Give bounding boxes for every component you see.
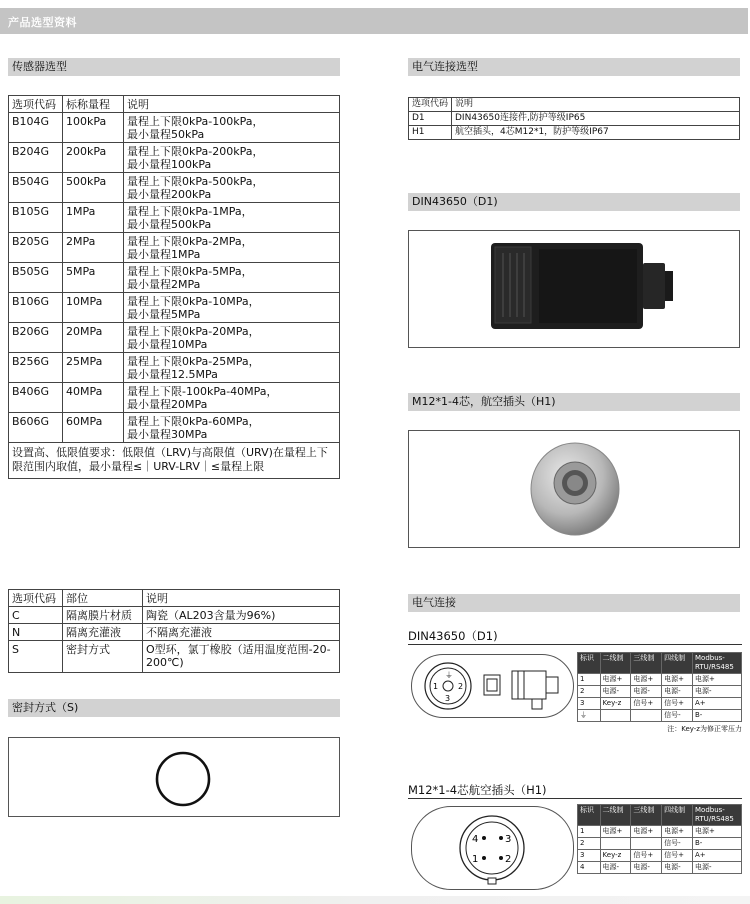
cell-part: 隔离膜片材质 [63, 607, 143, 624]
wiring-cell: 4 [578, 862, 601, 874]
desc-line: 量程上下限0kPa-500kPa， [127, 175, 264, 188]
desc-line: 最小量程10MPa [127, 338, 208, 351]
m12-connector-figure [408, 430, 740, 548]
cell-desc [124, 113, 340, 143]
column-header: Modbus-RTU/RS485 [693, 805, 742, 826]
column-header: 说明 [124, 96, 340, 113]
cell-desc [124, 173, 340, 203]
wiring-cell: 电源+ [662, 826, 693, 838]
electrical-select-title: 电气连接选型 [408, 58, 740, 76]
column-header: 三线制 [631, 653, 662, 674]
wiring-cell: B- [693, 710, 742, 722]
desc-line: 量程上下限0kPa-10MPa， [127, 295, 260, 308]
m12-wiring-table [577, 804, 742, 874]
wiring-cell: 1 [578, 674, 601, 686]
desc-line: 最小量程2MPa [127, 278, 201, 291]
desc-line: 量程上下限0kPa-2MPa， [127, 235, 253, 248]
wiring-cell: 信号+ [631, 850, 662, 862]
cell-part: 密封方式 [63, 641, 143, 673]
desc-line: 量程上下限0kPa-1MPa， [127, 205, 253, 218]
o-ring-icon [9, 738, 339, 816]
column-header: 二线制 [600, 805, 631, 826]
m12-pin-diagram [411, 806, 574, 890]
desc-line: 最小量程200kPa [127, 188, 212, 201]
cell-range: 25MPa [63, 353, 124, 383]
cell-range: 60MPa [63, 413, 124, 443]
cell-code: B206G [9, 323, 63, 353]
cell-part: 隔离充灌液 [63, 624, 143, 641]
cell-range: 100kPa [63, 113, 124, 143]
column-header: 标识 [578, 653, 601, 674]
sensor-section-title: 传感器选型 [8, 58, 340, 76]
cell-range: 40MPa [63, 383, 124, 413]
table-row [409, 126, 740, 140]
wiring-cell: Key-z [600, 850, 631, 862]
table-row [578, 826, 742, 838]
wiring-cell: 2 [578, 686, 601, 698]
wiring-cell: 电源+ [600, 674, 631, 686]
wiring-cell: 3 [578, 698, 601, 710]
column-header: 选项代码 [9, 590, 63, 607]
table-row [9, 113, 340, 143]
cell-range: 1MPa [63, 203, 124, 233]
desc-line: 量程上下限0kPa-60MPa， [127, 415, 260, 428]
desc-line: 最小量程5MPa [127, 308, 201, 321]
wiring-cell: 信号+ [631, 698, 662, 710]
din-photo-title: DIN43650（D1) [408, 193, 740, 211]
table-row [9, 263, 340, 293]
wiring-cell: 电源- [662, 862, 693, 874]
wiring-cell [600, 710, 631, 722]
pin-label: 1 [472, 854, 479, 865]
wiring-cell: A+ [693, 698, 742, 710]
table-row [9, 293, 340, 323]
cell-code: B205G [9, 233, 63, 263]
wiring-cell: ⏚ [578, 710, 601, 722]
wiring-cell: 电源- [662, 686, 693, 698]
sensor-note-row [9, 443, 340, 479]
pin-label: 4 [472, 834, 479, 845]
column-header: 说明 [452, 98, 740, 112]
cell-desc [124, 263, 340, 293]
cell-desc [124, 413, 340, 443]
table-header-row [578, 805, 742, 826]
cell-code: C [9, 607, 63, 624]
cell-desc: 陶瓷（AL203含量为96%) [143, 607, 340, 624]
desc-line: 量程上下限0kPa-100kPa， [127, 115, 264, 128]
desc-line: 最小量程100kPa [127, 158, 212, 171]
column-header: 标称量程 [63, 96, 124, 113]
cell-code: B104G [9, 113, 63, 143]
column-header: Modbus-RTU/RS485 [693, 653, 742, 674]
cell-code: B256G [9, 353, 63, 383]
pin-label: 3 [445, 694, 451, 703]
table-row [9, 353, 340, 383]
cell-desc [124, 143, 340, 173]
footer-bar [0, 896, 750, 904]
table-row [578, 862, 742, 874]
wiring-cell: 电源+ [693, 674, 742, 686]
cell-desc: 航空插头，4芯M12*1，防护等级IP67 [452, 126, 740, 140]
seal-figure [8, 737, 340, 817]
seal-section-title: 密封方式（S) [8, 699, 340, 717]
wiring-cell: 信号- [662, 838, 693, 850]
wiring-cell: 电源+ [631, 826, 662, 838]
table-row [9, 383, 340, 413]
cell-desc [124, 353, 340, 383]
cell-code: B606G [9, 413, 63, 443]
cell-desc: 不隔离充灌液 [143, 624, 340, 641]
column-header: 二线制 [600, 653, 631, 674]
desc-line: 量程上下限0kPa-20MPa， [127, 325, 260, 338]
cell-code: B105G [9, 203, 63, 233]
desc-line: 最小量程50kPa [127, 128, 205, 141]
table-row [9, 413, 340, 443]
desc-line: 量程上下限-100kPa-40MPa， [127, 385, 278, 398]
wiring-cell: B- [693, 838, 742, 850]
column-header: 四线制 [662, 805, 693, 826]
cell-range: 5MPa [63, 263, 124, 293]
din-wiring-title: DIN43650（D1) [408, 629, 498, 643]
column-header: 选项代码 [409, 98, 452, 112]
column-header: 标识 [578, 805, 601, 826]
wiring-cell: A+ [693, 850, 742, 862]
desc-line: 最小量程20MPa [127, 398, 208, 411]
column-header: 四线制 [662, 653, 693, 674]
cell-desc [124, 383, 340, 413]
wiring-cell: 电源+ [693, 826, 742, 838]
cell-desc [124, 293, 340, 323]
table-header-row [9, 590, 340, 607]
wiring-cell [600, 838, 631, 850]
sensor-note: 设置高、低限值要求：低限值（LRV)与高限值（URV)在量程上下限范围内取值，最小量程≤｜URV-LRV｜≤量程上限 [9, 443, 340, 479]
wiring-cell: 3 [578, 850, 601, 862]
wiring-cell: 信号+ [662, 850, 693, 862]
divider [408, 798, 742, 799]
desc-line: 最小量程12.5MPa [127, 368, 218, 381]
cell-range: 200kPa [63, 143, 124, 173]
table-row [9, 624, 340, 641]
wiring-cell: 电源- [600, 686, 631, 698]
din-pin-diagram [411, 654, 574, 718]
m12-pinout-icon [412, 807, 573, 889]
din-wiring-table [577, 652, 742, 722]
table-row [9, 233, 340, 263]
table-row [578, 686, 742, 698]
din-connector-photo [409, 231, 739, 347]
pin-label: 1 [433, 682, 439, 691]
wiring-cell: 电源+ [662, 674, 693, 686]
wiring-cell: 电源+ [600, 826, 631, 838]
table-row [9, 323, 340, 353]
pin-label: 3 [505, 834, 512, 845]
wiring-cell: 电源- [631, 686, 662, 698]
wiring-cell: 信号+ [662, 698, 693, 710]
pin-label: 2 [458, 682, 464, 691]
wiring-cell [631, 838, 662, 850]
column-header: 说明 [143, 590, 340, 607]
svg-text:⏚: ⏚ [445, 671, 453, 680]
table-row [9, 203, 340, 233]
electrical-select-table [408, 97, 740, 140]
cell-desc [124, 323, 340, 353]
column-header: 选项代码 [9, 96, 63, 113]
desc-line: 最小量程1MPa [127, 248, 201, 261]
table-row [578, 674, 742, 686]
column-header: 三线制 [631, 805, 662, 826]
cell-code: D1 [409, 112, 452, 126]
header-bar [0, 8, 748, 34]
table-row [578, 710, 742, 722]
wiring-cell: 电源- [600, 862, 631, 874]
table-header-row [578, 653, 742, 674]
desc-line: 量程上下限0kPa-200kPa， [127, 145, 264, 158]
table-row [9, 173, 340, 203]
cell-code: B504G [9, 173, 63, 203]
table-header-row [409, 98, 740, 112]
wiring-cell: 2 [578, 838, 601, 850]
table-row [409, 112, 740, 126]
cell-desc: DIN43650连接件,防护等级IP65 [452, 112, 740, 126]
table-row [9, 143, 340, 173]
material-table [8, 589, 340, 673]
cell-desc: O型环，氯丁橡胶（适用温度范围-20-200℃) [143, 641, 340, 673]
cell-code: B406G [9, 383, 63, 413]
m12-photo-title: M12*1-4芯，航空插头（H1) [408, 393, 740, 411]
table-row [9, 607, 340, 624]
table-row [9, 641, 340, 673]
din-connector-figure [408, 230, 740, 348]
m12-wiring-title: M12*1-4芯航空插头（H1) [408, 783, 547, 797]
desc-line: 最小量程500kPa [127, 218, 212, 231]
wiring-cell [631, 710, 662, 722]
column-header: 部位 [63, 590, 143, 607]
cell-code: N [9, 624, 63, 641]
cell-range: 10MPa [63, 293, 124, 323]
table-row [578, 850, 742, 862]
desc-line: 量程上下限0kPa-25MPa， [127, 355, 260, 368]
table-row [578, 698, 742, 710]
cell-code: H1 [409, 126, 452, 140]
cell-range: 20MPa [63, 323, 124, 353]
cell-range: 500kPa [63, 173, 124, 203]
wiring-cell: 1 [578, 826, 601, 838]
din-note: 注：Key-z为修正零压力 [667, 725, 742, 733]
cell-code: S [9, 641, 63, 673]
cell-code: B505G [9, 263, 63, 293]
wiring-cell: Key-z [600, 698, 631, 710]
page-title: 产品选型资料 [8, 16, 77, 29]
cell-code: B204G [9, 143, 63, 173]
electrical-title: 电气连接 [408, 594, 740, 612]
desc-line: 量程上下限0kPa-5MPa， [127, 265, 253, 278]
wiring-cell: 电源- [693, 686, 742, 698]
table-header-row [9, 96, 340, 113]
divider [408, 644, 742, 645]
cell-desc [124, 203, 340, 233]
cell-code: B106G [9, 293, 63, 323]
din-pinout-icon [412, 655, 573, 717]
m12-connector-photo [409, 431, 739, 547]
cell-desc [124, 233, 340, 263]
desc-line: 最小量程30MPa [127, 428, 208, 441]
wiring-cell: 电源- [631, 862, 662, 874]
pin-label: 2 [505, 854, 512, 865]
wiring-cell: 电源- [693, 862, 742, 874]
table-row [578, 838, 742, 850]
sensor-table [8, 95, 340, 479]
wiring-cell: 信号- [662, 710, 693, 722]
wiring-cell: 电源+ [631, 674, 662, 686]
cell-range: 2MPa [63, 233, 124, 263]
